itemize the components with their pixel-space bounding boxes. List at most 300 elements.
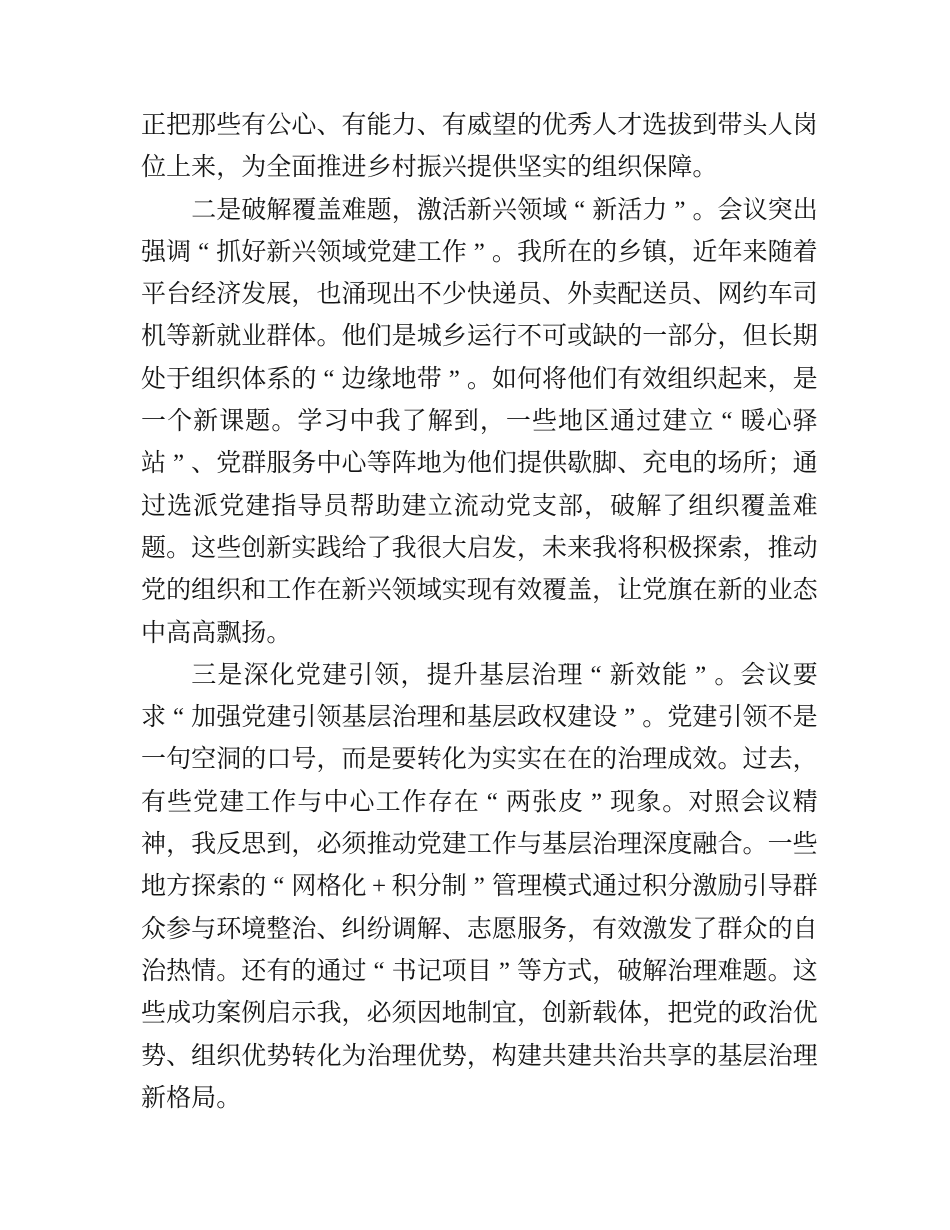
- character: 作: [271, 788, 297, 816]
- character: 他: [567, 365, 593, 393]
- character: 建: [567, 704, 593, 732]
- character: 引: [348, 661, 374, 689]
- character: ”: [473, 873, 485, 901]
- character: 难: [717, 957, 743, 985]
- character: 解: [642, 957, 668, 985]
- character: 、: [617, 450, 643, 478]
- character: 歇: [567, 450, 593, 478]
- character: 到: [692, 112, 718, 139]
- character: 党: [141, 577, 167, 605]
- character: 业: [767, 577, 793, 605]
- character: 深: [642, 831, 668, 859]
- character: 领: [391, 577, 417, 605]
- character: 拔: [667, 112, 693, 139]
- character: 起: [717, 365, 743, 393]
- character: 纷: [366, 915, 392, 943]
- character: 建: [321, 661, 347, 689]
- character: 建: [662, 408, 688, 436]
- character: 助: [375, 492, 401, 520]
- character: 方: [542, 957, 568, 985]
- character: 极: [667, 534, 693, 562]
- character: 设: [592, 704, 618, 732]
- character: 年: [717, 238, 743, 266]
- character: 动: [391, 831, 417, 859]
- character: 化: [269, 661, 295, 689]
- character: 模: [542, 873, 568, 901]
- character: ”: [498, 957, 510, 985]
- character: 治: [617, 746, 643, 774]
- character: 发: [241, 281, 267, 309]
- character: 新: [141, 1084, 167, 1112]
- character: 织: [692, 365, 718, 393]
- character: 、: [692, 281, 718, 309]
- character: 会: [740, 788, 766, 816]
- character: 治: [141, 957, 167, 985]
- character: ，: [466, 1042, 492, 1070]
- character: 效: [635, 661, 661, 689]
- character: 共: [642, 1042, 668, 1070]
- character: 激: [416, 196, 442, 224]
- character: 和: [441, 704, 467, 732]
- character: 的: [241, 873, 267, 901]
- character: 面: [291, 154, 317, 182]
- text-line: [141, 613, 818, 655]
- character: 不: [416, 281, 442, 309]
- character: 中: [141, 619, 167, 647]
- character: 工: [245, 788, 271, 816]
- character: 阵: [391, 450, 417, 478]
- character: 立: [688, 408, 714, 436]
- character: 于: [166, 365, 192, 393]
- character: 过: [617, 873, 643, 901]
- character: 治: [391, 704, 417, 732]
- character: 新: [466, 196, 492, 224]
- character: 基: [542, 831, 568, 859]
- character: 融: [692, 831, 718, 859]
- character: 。: [662, 788, 688, 816]
- character: 发: [667, 915, 693, 943]
- character: 层: [366, 704, 392, 732]
- character: 群: [717, 915, 743, 943]
- character: +: [372, 873, 387, 901]
- character: 组: [667, 365, 693, 393]
- character: 外: [567, 281, 593, 309]
- character: 作: [291, 577, 317, 605]
- character: 中: [323, 788, 349, 816]
- character: 好: [241, 238, 267, 266]
- character: 台: [166, 281, 192, 309]
- character: 议: [742, 196, 768, 224]
- character: 为: [241, 154, 267, 182]
- character: 因: [416, 1000, 442, 1028]
- character: 建: [441, 831, 467, 859]
- character: 障: [667, 154, 693, 182]
- character: 领: [742, 704, 768, 732]
- character: 的: [692, 1042, 718, 1070]
- character: ”: [173, 450, 185, 478]
- character: “: [273, 873, 285, 901]
- character: 地: [141, 873, 167, 901]
- character: 帮: [349, 492, 375, 520]
- character: 给: [341, 534, 367, 562]
- character: 目: [466, 957, 492, 985]
- character: 格: [316, 873, 342, 901]
- character: 过: [742, 746, 768, 774]
- character: 工: [416, 238, 442, 266]
- paragraph: [141, 655, 818, 1120]
- character: 破: [241, 196, 267, 224]
- character: 头: [742, 112, 768, 139]
- character: 政: [742, 1000, 768, 1028]
- character: 展: [266, 281, 292, 309]
- character: 效: [692, 746, 718, 774]
- character: 治: [767, 1000, 793, 1028]
- character: 务: [291, 450, 317, 478]
- character: 纠: [341, 915, 367, 943]
- character: 效: [617, 915, 643, 943]
- character: 乡: [617, 238, 643, 266]
- character: 须: [391, 1000, 417, 1028]
- character: 有: [241, 112, 267, 139]
- character: 作: [491, 831, 517, 859]
- character: 基: [717, 1042, 743, 1070]
- character: 覆: [542, 577, 568, 605]
- character: 励: [717, 873, 743, 901]
- character: 的: [717, 1000, 743, 1028]
- character: 让: [617, 577, 643, 605]
- character: 乡: [441, 323, 467, 351]
- character: 电: [667, 450, 693, 478]
- character: 如: [491, 365, 517, 393]
- character: ，: [516, 534, 542, 562]
- character: 振: [416, 154, 442, 182]
- character: 愿: [491, 915, 517, 943]
- character: 分: [692, 323, 718, 351]
- character: 进: [341, 154, 367, 182]
- character: 提: [516, 450, 542, 478]
- character: 些: [792, 831, 818, 859]
- character: 与: [191, 915, 217, 943]
- character: 的: [692, 450, 718, 478]
- character: 志: [466, 915, 492, 943]
- character: 现: [610, 788, 636, 816]
- character: 层: [505, 661, 531, 689]
- character: 号: [291, 746, 317, 774]
- text-line: [141, 274, 818, 316]
- character: ，: [592, 577, 618, 605]
- character: 、: [316, 112, 342, 139]
- character: 们: [592, 365, 618, 393]
- character: 题: [742, 957, 768, 985]
- character: 提: [426, 661, 452, 689]
- character: ”: [674, 196, 686, 224]
- character: 处: [141, 365, 167, 393]
- character: 理: [416, 704, 442, 732]
- character: 把: [166, 112, 192, 139]
- character: 等: [516, 957, 542, 985]
- character: 充: [642, 450, 668, 478]
- text-line: [141, 401, 818, 443]
- character: 递: [491, 281, 517, 309]
- character: 。: [742, 831, 768, 859]
- character: 创: [542, 1000, 568, 1028]
- character: 探: [692, 534, 718, 562]
- character: 是: [216, 196, 242, 224]
- character: 了: [662, 492, 688, 520]
- character: 理: [557, 661, 583, 689]
- character: 地: [416, 450, 442, 478]
- character: 全: [266, 154, 292, 182]
- character: 来: [742, 365, 768, 393]
- character: 了: [366, 534, 392, 562]
- character: 为: [341, 1042, 367, 1070]
- character: 来: [191, 154, 217, 182]
- character: 环: [216, 915, 242, 943]
- character: 须: [341, 831, 367, 859]
- character: “: [574, 196, 586, 224]
- character: 政: [516, 704, 542, 732]
- character: 的: [291, 957, 317, 985]
- character: 治: [617, 1042, 643, 1070]
- character: 格: [166, 1084, 192, 1112]
- character: 治: [291, 915, 317, 943]
- character: 皮: [558, 788, 584, 816]
- character: 盖: [316, 196, 342, 224]
- character: 制: [441, 873, 467, 901]
- character: ”: [591, 788, 603, 816]
- character: 理: [516, 873, 542, 901]
- text-line: [141, 697, 818, 739]
- text-line: [141, 782, 818, 824]
- character: 难: [792, 492, 818, 520]
- character: 存: [427, 788, 453, 816]
- character: 流: [453, 492, 479, 520]
- character: 有: [592, 915, 618, 943]
- character: 。: [767, 957, 793, 985]
- character: 出: [391, 281, 417, 309]
- character: 激: [692, 873, 718, 901]
- character: 一: [642, 323, 668, 351]
- character: 、: [441, 915, 467, 943]
- character: 两: [505, 788, 531, 816]
- character: 和: [241, 577, 267, 605]
- text-line: [141, 824, 818, 866]
- character: 导: [767, 873, 793, 901]
- character: 建: [516, 1042, 542, 1070]
- character: 服: [516, 915, 542, 943]
- character: 这: [792, 957, 818, 985]
- character: 解: [266, 196, 292, 224]
- character: 发: [491, 534, 517, 562]
- character: 作: [441, 238, 467, 266]
- character: 新: [191, 323, 217, 351]
- text-line: [141, 486, 818, 528]
- character: 创: [241, 534, 267, 562]
- character: 了: [401, 408, 427, 436]
- character: 引: [717, 704, 743, 732]
- character: 他: [341, 323, 367, 351]
- character: 保: [642, 154, 668, 182]
- character: 是: [792, 365, 818, 393]
- character: 基: [466, 704, 492, 732]
- character: 有: [491, 577, 517, 605]
- character: 心: [349, 788, 375, 816]
- character: 载: [592, 1000, 618, 1028]
- character: 群: [266, 323, 292, 351]
- character: 所: [742, 450, 768, 478]
- character: 一: [767, 831, 793, 859]
- character: 城: [416, 323, 442, 351]
- character: ，: [400, 661, 426, 689]
- text-line: [141, 190, 818, 232]
- character: 近: [692, 238, 718, 266]
- character: 现: [366, 281, 392, 309]
- character: 涌: [341, 281, 367, 309]
- character: 、: [542, 281, 568, 309]
- character: 中: [349, 408, 375, 436]
- character: 的: [617, 323, 643, 351]
- character: 指: [271, 492, 297, 520]
- character: 记: [416, 957, 442, 985]
- character: 党: [193, 788, 219, 816]
- character: ”: [695, 661, 707, 689]
- character: 课: [219, 408, 245, 436]
- character: 。: [466, 365, 492, 393]
- paragraph: [141, 105, 818, 190]
- character: 而: [341, 746, 367, 774]
- character: 实: [491, 746, 517, 774]
- character: ；: [767, 450, 793, 478]
- character: 他: [466, 450, 492, 478]
- character: 化: [316, 1042, 342, 1070]
- character: 升: [452, 661, 478, 689]
- character: 式: [567, 957, 593, 985]
- character: 态: [792, 577, 818, 605]
- character: 缺: [592, 323, 618, 351]
- character: 地: [441, 1000, 467, 1028]
- character: 网: [717, 281, 743, 309]
- character: ，: [316, 746, 342, 774]
- character: 未: [542, 534, 568, 562]
- character: 共: [542, 1042, 568, 1070]
- character: 配: [617, 281, 643, 309]
- character: “: [323, 365, 335, 393]
- character: 域: [341, 238, 367, 266]
- character: ，: [291, 281, 317, 309]
- character: 会: [717, 196, 743, 224]
- character: 出: [792, 196, 818, 224]
- character: 心: [341, 450, 367, 478]
- character: 个: [167, 408, 193, 436]
- character: 新: [266, 534, 292, 562]
- character: 参: [166, 915, 192, 943]
- character: 建: [266, 704, 292, 732]
- character: 地: [558, 408, 584, 436]
- character: 导: [297, 492, 323, 520]
- character: 员: [323, 492, 349, 520]
- character: 口: [266, 746, 292, 774]
- character: 建: [567, 1042, 593, 1070]
- character: 优: [241, 1042, 267, 1070]
- character: 句: [166, 746, 192, 774]
- character: 案: [216, 1000, 242, 1028]
- character: 势: [141, 1042, 167, 1070]
- character: 成: [667, 746, 693, 774]
- character: 还: [241, 957, 267, 985]
- character: 到: [266, 831, 292, 859]
- character: 派: [193, 492, 219, 520]
- character: 些: [531, 408, 557, 436]
- text-line: [141, 739, 818, 781]
- character: 就: [216, 323, 242, 351]
- character: 等: [366, 450, 392, 478]
- character: 权: [542, 704, 568, 732]
- character: 新: [609, 661, 635, 689]
- character: 体: [617, 1000, 643, 1028]
- character: 快: [466, 281, 492, 309]
- character: 。: [316, 323, 342, 351]
- character: 送: [642, 281, 668, 309]
- character: 着: [792, 238, 818, 266]
- character: 引: [291, 704, 317, 732]
- character: 覆: [740, 492, 766, 520]
- character: 正: [141, 112, 167, 139]
- character: 党: [667, 704, 693, 732]
- character: 治: [366, 1042, 392, 1070]
- character: 势: [441, 1042, 467, 1070]
- character: 为: [441, 450, 467, 478]
- character: 转: [291, 1042, 317, 1070]
- character: 、: [191, 450, 217, 478]
- character: 乡: [366, 154, 392, 182]
- character: 层: [742, 1042, 768, 1070]
- character: 建: [391, 238, 417, 266]
- character: 飘: [216, 619, 242, 647]
- character: 调: [391, 915, 417, 943]
- character: 在: [316, 577, 342, 605]
- character: “: [373, 957, 385, 985]
- character: “: [590, 661, 602, 689]
- text-line: [141, 1036, 818, 1078]
- character: 要: [792, 661, 818, 689]
- character: 支: [531, 492, 557, 520]
- character: 可: [542, 323, 568, 351]
- character: 运: [466, 323, 492, 351]
- paragraph: [141, 190, 818, 655]
- character: 有: [617, 365, 643, 393]
- character: 方: [166, 873, 192, 901]
- character: ”: [448, 365, 460, 393]
- character: 立: [427, 492, 453, 520]
- character: 建: [692, 704, 718, 732]
- character: 行: [491, 323, 517, 351]
- character: 破: [617, 957, 643, 985]
- character: 践: [316, 534, 342, 562]
- character: 思: [241, 831, 267, 859]
- character: 是: [366, 746, 392, 774]
- character: 长: [767, 323, 793, 351]
- character: 盖: [766, 492, 792, 520]
- character: ，: [567, 915, 593, 943]
- character: 动: [479, 492, 505, 520]
- character: 活: [617, 196, 643, 224]
- character: 上: [166, 154, 192, 182]
- character: ，: [216, 154, 242, 182]
- character: 少: [441, 281, 467, 309]
- text-line: [141, 1078, 818, 1120]
- character: 局: [191, 1084, 217, 1112]
- character: 难: [341, 196, 367, 224]
